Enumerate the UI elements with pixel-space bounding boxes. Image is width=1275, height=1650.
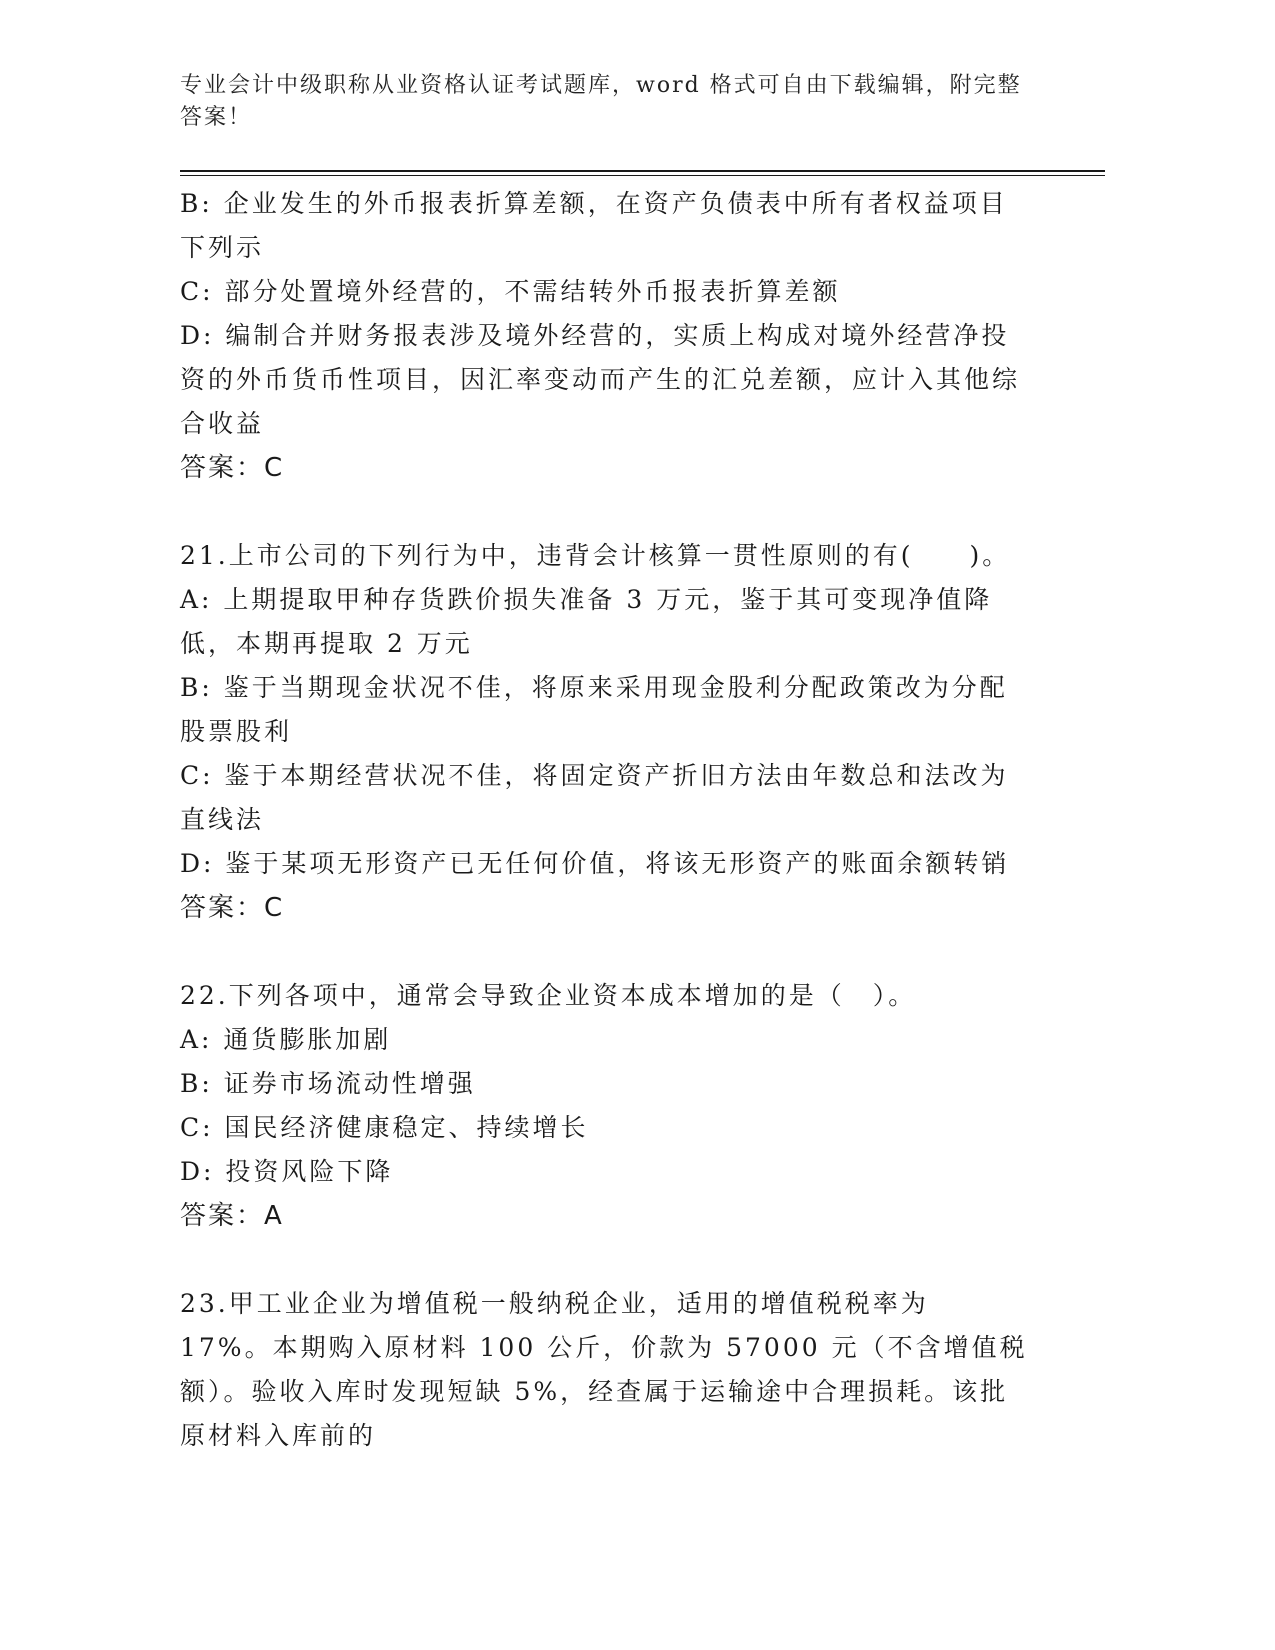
document-header: 专业会计中级职称从业资格认证考试题库，word 格式可自由下载编辑，附完整答案！ (180, 73, 1022, 130)
spacer (180, 490, 1030, 534)
header-rule-thin (180, 175, 1105, 176)
question-21 (180, 534, 1030, 930)
option-c: C: 部分处置境外经营的，不需结转外币报表折算差额 (180, 277, 841, 306)
answer: 答案：C (180, 893, 285, 923)
option-d: D: 鉴于某项无形资产已无任何价值，将该无形资产的账面余额转销 (180, 849, 1010, 878)
option-c: C: 国民经济健康稳定、持续增长 (180, 1113, 589, 1142)
question-23 (180, 1282, 1030, 1458)
option-a: A: 通货膨胀加剧 (180, 1025, 392, 1054)
answer: 答案：A (180, 1201, 284, 1231)
option-c: C: 鉴于本期经营状况不佳，将固定资产折旧方法由年数总和法改为直线法 (180, 761, 1009, 834)
question-stem: 22.下列各项中，通常会导致企业资本成本增加的是（ ）。 (180, 981, 917, 1010)
spacer (180, 1238, 1030, 1282)
option-a: A: 上期提取甲种存货跌价损失准备 3 万元，鉴于其可变现净值降低，本期再提取 2 万元 (180, 585, 993, 658)
question-stem: 21.上市公司的下列行为中，违背会计核算一贯性原则的有( )。 (180, 541, 1011, 570)
question-22 (180, 974, 1030, 1238)
spacer (180, 930, 1030, 974)
option-b: B: 证券市场流动性增强 (180, 1069, 476, 1098)
document-body (180, 182, 1030, 1458)
question-stem: 23.甲工业企业为增值税一般纳税企业，适用的增值税税率为 17%。本期购入原材料 100 公斤，价款为 57000 元（不含增值税额）。验收入库时发现短缺 5%，经查属于运输途中合理损耗。该批原材料入库前的 (180, 1289, 1028, 1450)
option-d: D: 编制合并财务报表涉及境外经营的，实质上构成对境外经营净投资的外币货币性项目，因汇率变动而产生的汇兑差额，应计入其他综合收益 (180, 321, 1021, 438)
header-rule-thick (180, 170, 1105, 172)
option-d: D: 投资风险下降 (180, 1157, 394, 1186)
question-20-tail (180, 182, 1030, 490)
answer: 答案：C (180, 453, 285, 483)
option-b: B: 鉴于当期现金状况不佳，将原来采用现金股利分配政策改为分配股票股利 (180, 673, 1008, 746)
option-b: B: 企业发生的外币报表折算差额，在资产负债表中所有者权益项目下列示 (180, 189, 1008, 262)
